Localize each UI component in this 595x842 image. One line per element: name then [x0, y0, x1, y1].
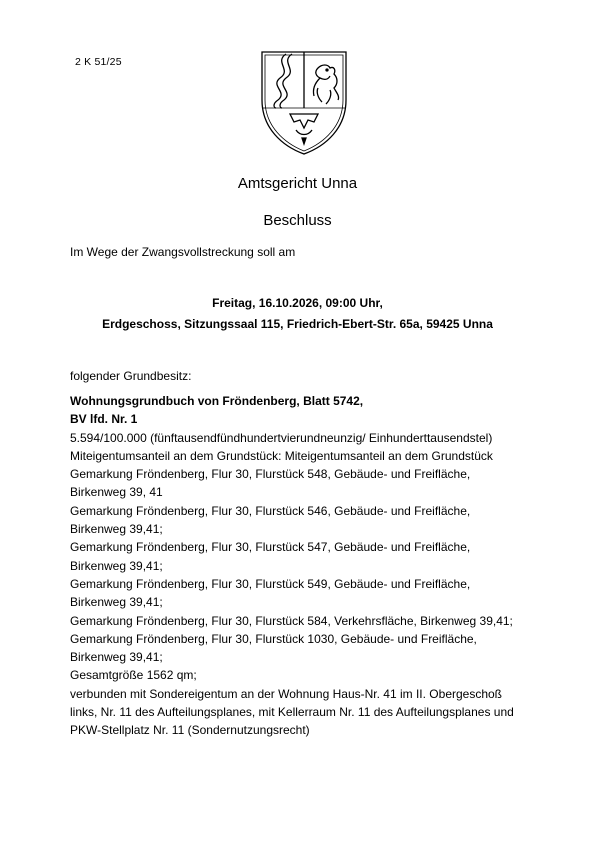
page-title: Beschluss: [263, 212, 332, 229]
property-line: Birkenweg 39, 41: [70, 485, 163, 500]
property-description: [70, 392, 540, 740]
property-line: Gemarkung Fröndenberg, Flur 30, Flurstück 547, Gebäude- und Freifläche,: [70, 540, 471, 555]
property-line: 5.594/100.000 (fünftausendfündhundertvierundneunzig/ Einhunderttausendstel): [70, 430, 493, 445]
property-line: Gemarkung Fröndenberg, Flur 30, Flurstück 549, Gebäude- und Freifläche,: [70, 576, 471, 591]
property-line: Gemarkung Fröndenberg, Flur 30, Flurstück 548, Gebäude- und Freifläche,: [70, 467, 471, 482]
appointment-venue: Erdgeschoss, Sitzungssaal 115, Friedrich-Ebert-Str. 65a, 59425 Unna: [102, 317, 493, 331]
property-line: Gemarkung Fröndenberg, Flur 30, Flurstück 546, Gebäude- und Freifläche,: [70, 503, 471, 518]
property-line: PKW-Stellplatz Nr. 11 (Sondernutzungsrecht): [70, 723, 310, 738]
bv-number: BV lfd. Nr. 1: [70, 412, 138, 427]
register-heading: Wohnungsgrundbuch von Fröndenberg, Blatt 5742,: [70, 394, 364, 408]
coat-of-arms-icon: [256, 48, 352, 158]
property-line: Gemarkung Fröndenberg, Flur 30, Flurstück 1030, Gebäude- und Freifläche,: [70, 631, 477, 646]
property-line: Gesamtgröße 1562 qm;: [70, 668, 197, 683]
property-line: Birkenweg 39,41;: [70, 595, 163, 610]
property-line: Gemarkung Fröndenberg, Flur 30, Flurstück 584, Verkehrsfläche, Birkenweg 39,41;: [70, 613, 513, 628]
following-label: folgender Grundbesitz:: [70, 369, 192, 383]
intro-text: Im Wege der Zwangsvollstreckung soll am: [70, 245, 296, 259]
court-name: Amtsgericht Unna: [237, 175, 358, 192]
property-line: links, Nr. 11 des Aufteilungsplanes, mit Kellerraum Nr. 11 des Aufteilungsplanes und: [70, 705, 514, 720]
property-line: Birkenweg 39,41;: [70, 522, 163, 537]
property-line: Birkenweg 39,41;: [70, 650, 163, 665]
property-line: verbunden mit Sondereigentum an der Wohnung Haus-Nr. 41 im II. Obergeschoß: [70, 686, 503, 701]
property-line: Birkenweg 39,41;: [70, 558, 163, 573]
case-number: 2 K 51/25: [75, 56, 122, 68]
appointment-date: Freitag, 16.10.2026, 09:00 Uhr,: [212, 296, 383, 310]
property-line: Miteigentumsanteil an dem Grundstück: Miteigentumsanteil an dem Grundstück: [70, 448, 493, 463]
